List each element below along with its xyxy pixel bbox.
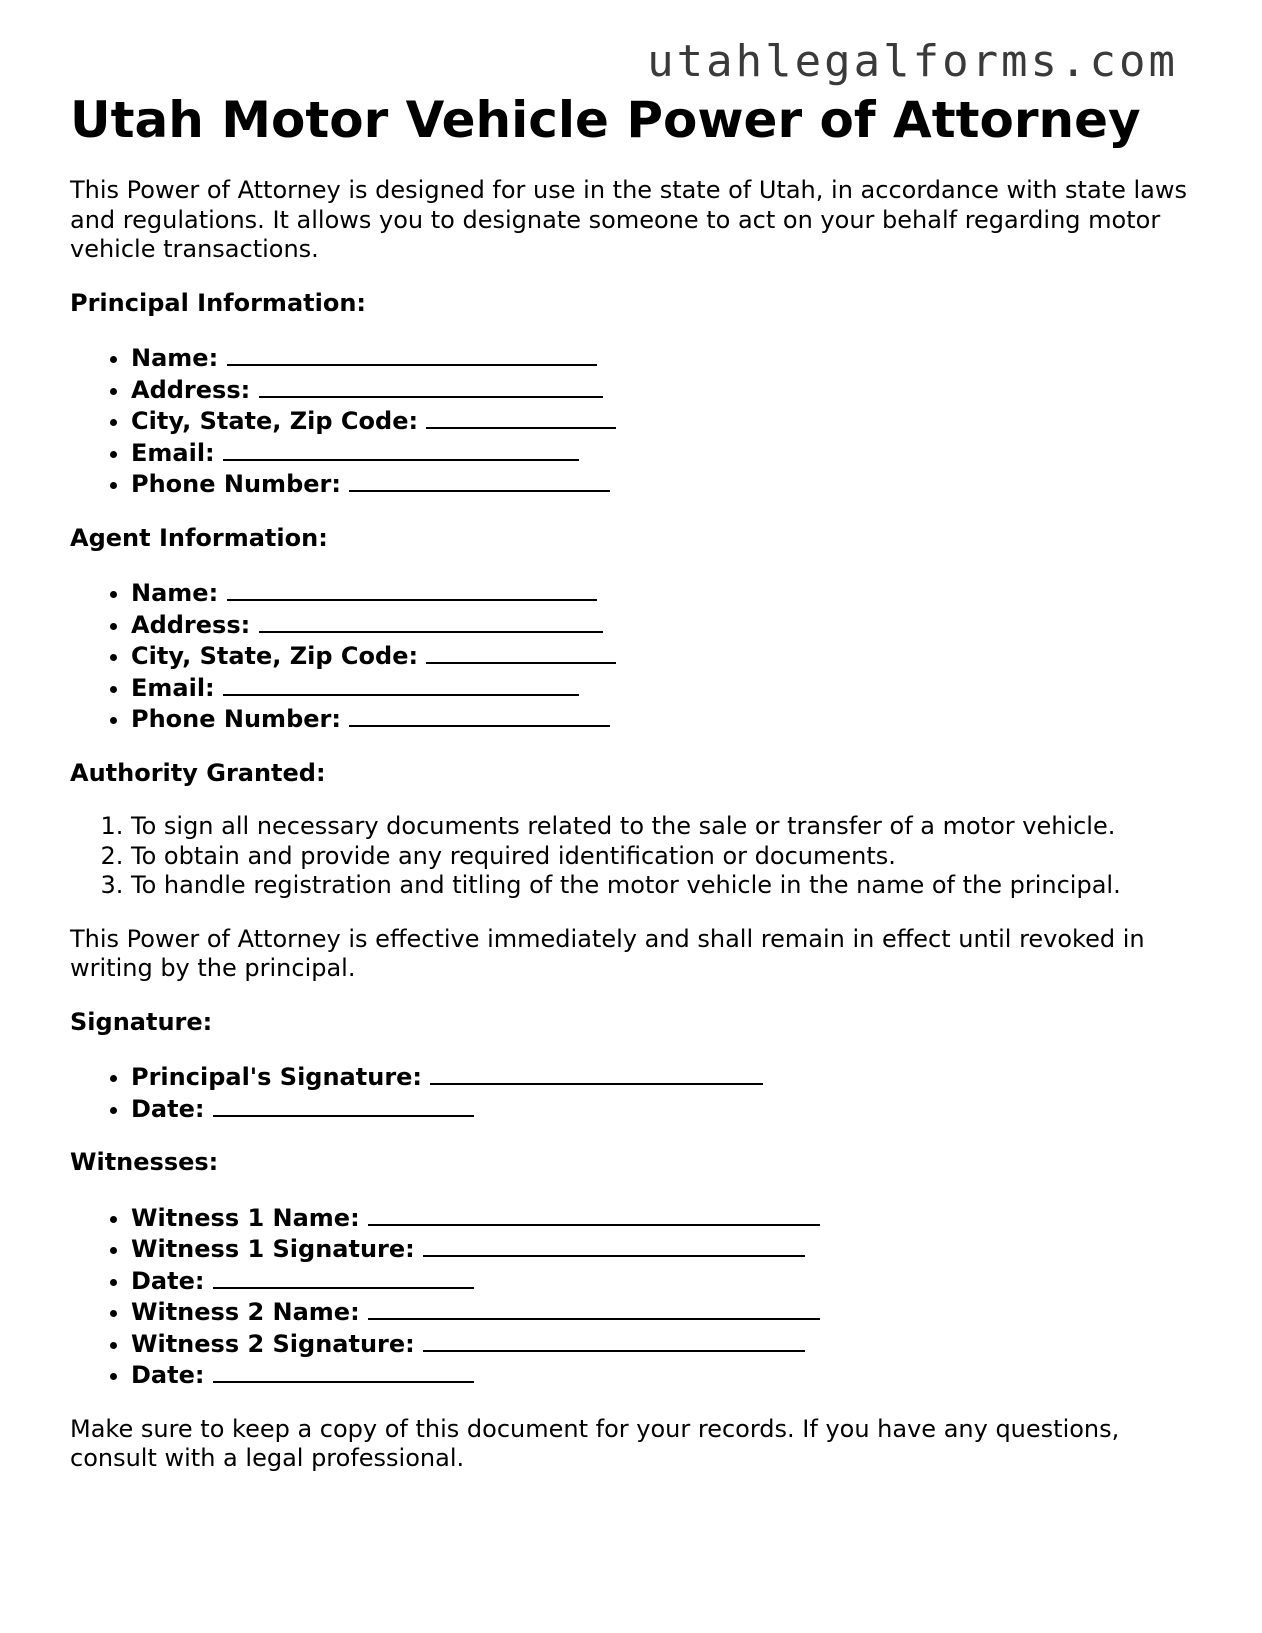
date-blank[interactable]: [213, 1359, 474, 1383]
name-blank[interactable]: [227, 342, 597, 366]
agent-city-state-zip-field: [131, 640, 1195, 672]
name-blank[interactable]: [227, 577, 597, 601]
email-blank[interactable]: [223, 672, 579, 696]
witnesses-heading: Witnesses:: [70, 1148, 219, 1176]
authority-list: [70, 812, 1195, 901]
witness-2-date-field: [131, 1359, 1195, 1391]
field-label: Witness 1 Name:: [131, 1203, 360, 1232]
signature-date-field: [131, 1093, 1195, 1125]
authority-item: 2. To obtain and provide any required identification or documents.: [131, 842, 1195, 872]
phone-blank[interactable]: [349, 703, 610, 727]
signature-fields: [70, 1061, 1195, 1124]
field-label: Date:: [131, 1266, 205, 1295]
agent-name-field: [131, 577, 1195, 609]
city-state-zip-blank[interactable]: [426, 405, 616, 429]
field-label: Date:: [131, 1094, 205, 1123]
principal-signature-field: [131, 1061, 1195, 1093]
address-blank[interactable]: [259, 609, 603, 633]
witness-1-date-field: [131, 1265, 1195, 1297]
field-label: Witness 1 Signature:: [131, 1235, 415, 1263]
agent-phone-field: [131, 703, 1195, 735]
agent-address-field: [131, 609, 1195, 641]
field-label: City, State, Zip Code:: [131, 642, 419, 670]
principal-heading: Principal Information:: [70, 288, 367, 317]
principal-name-field: [131, 342, 1195, 374]
witness-2-name-field: [131, 1296, 1195, 1328]
field-label: Email:: [131, 438, 215, 467]
witness-1-name-field: [131, 1202, 1195, 1234]
field-label: Name:: [131, 579, 219, 607]
agent-fields: [70, 577, 1195, 735]
principal-fields: [70, 342, 1195, 500]
agent-heading: Agent Information:: [70, 523, 328, 552]
witness-signature-blank[interactable]: [423, 1328, 805, 1352]
witness-signature-blank[interactable]: [423, 1233, 805, 1257]
phone-blank[interactable]: [349, 468, 610, 492]
principal-phone-field: [131, 468, 1195, 500]
agent-email-field: [131, 672, 1195, 704]
page-title: Utah Motor Vehicle Power of Attorney: [70, 91, 1141, 149]
intro-paragraph: This Power of Attorney is designed for use in the state of Utah, in accordance with state laws and regulations. It allows you to designate someone to act on your behalf regarding motor vehicle transactions.: [70, 176, 1187, 263]
witness-fields: [70, 1202, 1195, 1391]
principal-email-field: [131, 437, 1195, 469]
city-state-zip-blank[interactable]: [426, 640, 616, 664]
email-blank[interactable]: [223, 437, 579, 461]
field-label: City, State, Zip Code:: [131, 407, 419, 435]
principal-address-field: [131, 374, 1195, 406]
closing-paragraph: Make sure to keep a copy of this document for your records. If you have any questions, consult with a legal professional.: [70, 1414, 1120, 1472]
address-blank[interactable]: [259, 374, 603, 398]
principal-city-state-zip-field: [131, 405, 1195, 437]
witness-2-signature-field: [131, 1328, 1195, 1360]
witness-name-blank[interactable]: [368, 1202, 820, 1226]
site-watermark: utahlegalforms.com: [647, 36, 1178, 87]
signature-blank[interactable]: [430, 1061, 763, 1085]
witness-1-signature-field: [131, 1233, 1195, 1265]
date-blank[interactable]: [213, 1093, 474, 1117]
field-label: Principal's Signature:: [131, 1063, 423, 1091]
field-label: Phone Number:: [131, 705, 341, 733]
field-label: Address:: [131, 610, 251, 639]
witness-name-blank[interactable]: [368, 1296, 820, 1320]
field-label: Name:: [131, 344, 219, 372]
authority-heading: Authority Granted:: [70, 758, 326, 787]
effective-paragraph: This Power of Attorney is effective immediately and shall remain in effect until revoked in writing by the principal.: [70, 924, 1145, 982]
document-body: [70, 88, 1195, 1474]
authority-item: 3. To handle registration and titling of the motor vehicle in the name of the principal.: [131, 871, 1195, 901]
signature-heading: Signature:: [70, 1007, 213, 1036]
field-label: Email:: [131, 673, 215, 702]
field-label: Witness 2 Signature:: [131, 1329, 415, 1358]
field-label: Address:: [131, 375, 251, 404]
authority-item: 1. To sign all necessary documents related to the sale or transfer of a motor vehicle.: [131, 812, 1195, 842]
field-label: Date:: [131, 1361, 205, 1389]
date-blank[interactable]: [213, 1265, 474, 1289]
field-label: Witness 2 Name:: [131, 1298, 360, 1326]
field-label: Phone Number:: [131, 470, 341, 498]
